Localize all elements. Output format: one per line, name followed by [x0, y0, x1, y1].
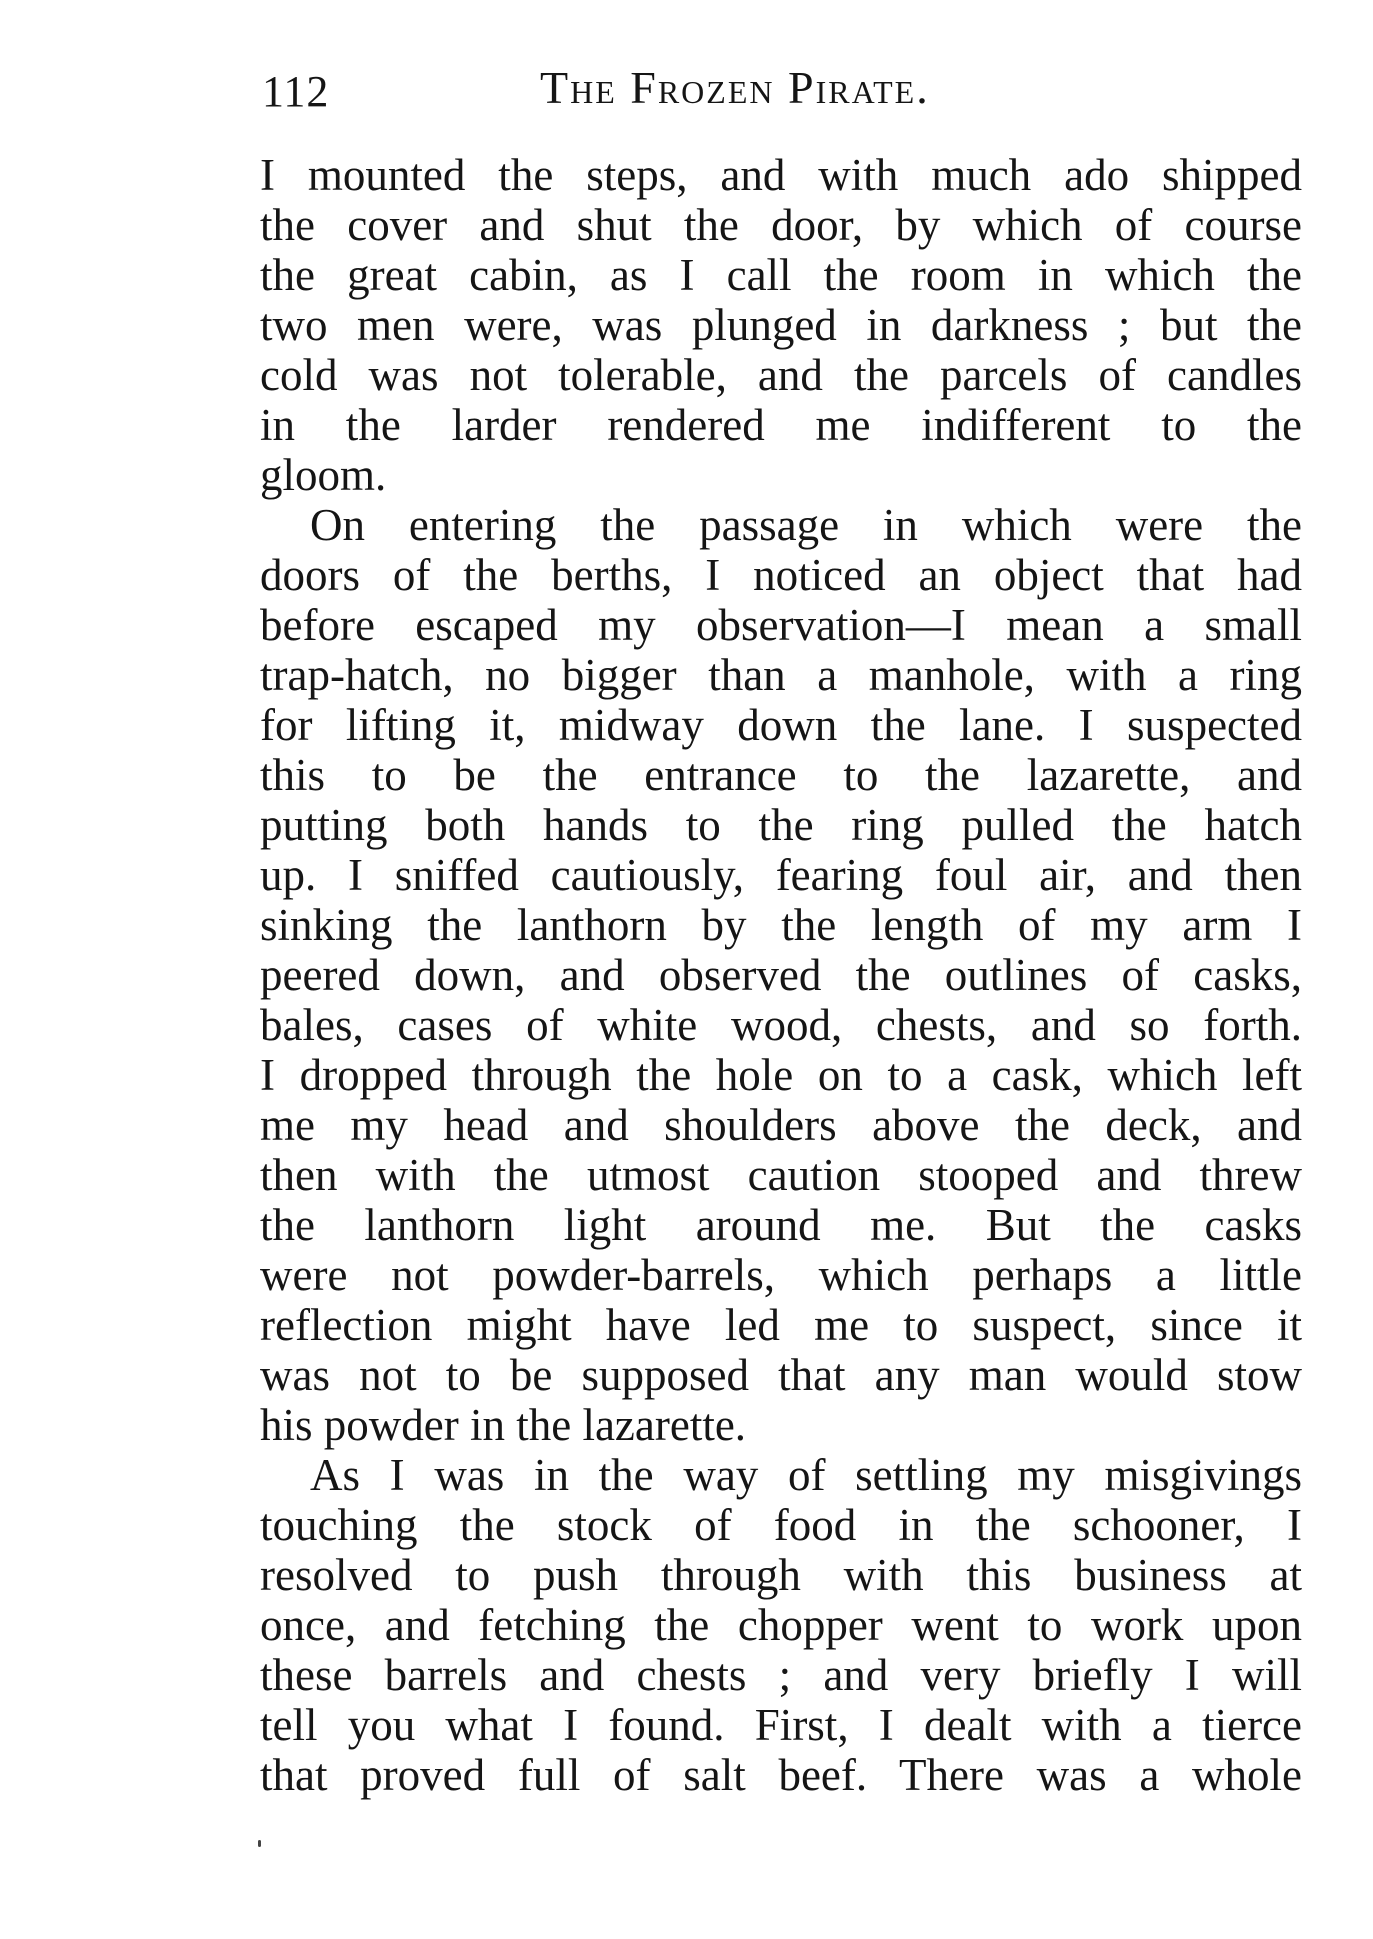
text-line: bales, cases of white wood, chests, and so forth. — [260, 1000, 1302, 1050]
text-line: putting both hands to the ring pulled the hatch — [260, 800, 1302, 850]
body-text — [260, 150, 1302, 1800]
text-line: the lanthorn light around me. But the casks — [260, 1200, 1302, 1250]
text-line: then with the utmost caution stooped and threw — [260, 1150, 1302, 1200]
running-head — [262, 58, 1294, 132]
text-line: me my head and shoulders above the deck, and — [260, 1100, 1302, 1150]
text-line: his powder in the lazarette. — [260, 1400, 747, 1450]
text-line: I dropped through the hole on to a cask, which left — [260, 1050, 1302, 1100]
text-line: cold was not tolerable, and the parcels of candles — [260, 350, 1302, 400]
text-line: was not to be supposed that any man would stow — [260, 1350, 1302, 1400]
text-line: the cover and shut the door, by which of course — [260, 200, 1302, 250]
text-line: two men were, was plunged in darkness ; but the — [260, 300, 1302, 350]
text-line: before escaped my observation—I mean a small — [260, 600, 1302, 650]
text-line: reflection might have led me to suspect, since it — [260, 1300, 1302, 1350]
text-line: that proved full of salt beef. There was a whole — [260, 1750, 1302, 1800]
text-line: resolved to push through with this business at — [260, 1550, 1302, 1600]
text-line: sinking the lanthorn by the length of my arm I — [260, 900, 1302, 950]
paragraph-2 — [260, 500, 1302, 1450]
text-line: in the larder rendered me indifferent to the — [260, 400, 1302, 450]
text-line: As I was in the way of settling my misgivings — [310, 1450, 1302, 1500]
text-line: once, and fetching the chopper went to work upon — [260, 1600, 1302, 1650]
text-line: touching the stock of food in the schooner, I — [260, 1500, 1302, 1550]
text-line: the great cabin, as I call the room in which the — [260, 250, 1302, 300]
paragraph-3 — [260, 1450, 1302, 1800]
text-line: these barrels and chests ; and very briefly I will — [260, 1650, 1302, 1700]
running-title: The Frozen Pirate. — [540, 62, 930, 113]
print-speck — [258, 1840, 261, 1847]
text-line: tell you what I found. First, I dealt with a tierce — [260, 1700, 1302, 1750]
text-line: gloom. — [260, 450, 387, 500]
text-line: this to be the entrance to the lazarette, and — [260, 750, 1302, 800]
text-line: were not powder-barrels, which perhaps a little — [260, 1250, 1302, 1300]
text-line: up. I sniffed cautiously, fearing foul air, and then — [260, 850, 1302, 900]
text-line: doors of the berths, I noticed an object that had — [260, 550, 1302, 600]
paragraph-1 — [260, 150, 1302, 500]
text-line: On entering the passage in which were the — [310, 500, 1302, 550]
text-line: peered down, and observed the outlines of casks, — [260, 950, 1302, 1000]
page-number: 112 — [262, 67, 330, 116]
text-line: trap-hatch, no bigger than a manhole, with a ring — [260, 650, 1302, 700]
text-line: for lifting it, midway down the lane. I suspected — [260, 700, 1302, 750]
text-line: I mounted the steps, and with much ado shipped — [260, 150, 1302, 200]
